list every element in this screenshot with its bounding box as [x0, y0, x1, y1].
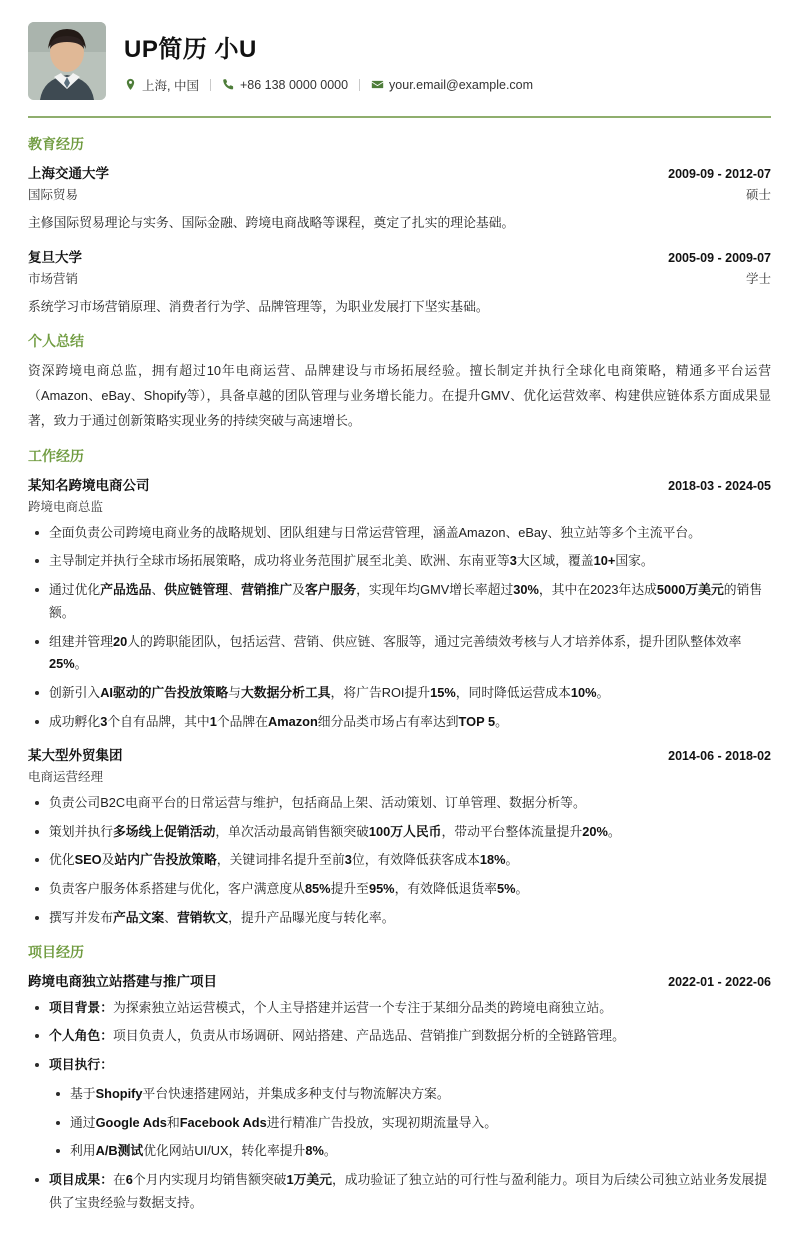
bullet-item: 项目成果：在6个月内实现月均销售额突破1万美元，成功验证了独立站的可行性与盈利能力。项目为后续公司独立站业务发展提供了宝贵经验与数据支持。: [28, 1169, 771, 1215]
bullet-item: 创新引入AI驱动的广告投放策略与大数据分析工具，将广告ROI提升15%，同时降低运营成本10%。: [28, 682, 771, 705]
bullet-item: 负责客户服务体系搭建与优化，客户满意度从85%提升至95%，有效降低退货率5%。: [28, 878, 771, 901]
education-date: 2005-09 - 2009-07: [668, 251, 771, 266]
header-divider: [28, 116, 771, 118]
section-education: [28, 134, 771, 319]
education-school: 复旦大学: [28, 250, 82, 266]
work-role: 电商运营经理: [28, 769, 104, 784]
project-name: 跨境电商独立站搭建与推广项目: [28, 973, 217, 989]
contact-location: [124, 76, 199, 94]
sub-bullet-item: 利用A/B测试优化网站UI/UX，转化率提升8%。: [49, 1140, 771, 1163]
work-entry: [28, 744, 771, 930]
bullet-item: 负责公司B2C电商平台的日常运营与维护，包括商品上架、活动策划、订单管理、数据分析等。: [28, 792, 771, 815]
education-date: 2009-09 - 2012-07: [668, 167, 771, 181]
contact-divider: [210, 79, 211, 91]
section-summary: [28, 331, 771, 434]
work-role: 跨境电商总监: [28, 499, 104, 514]
section-title-education: 教育经历: [28, 136, 84, 152]
header-text-block: [124, 29, 771, 94]
resume-header: [28, 22, 771, 116]
contact-location-text: 上海, 中国: [142, 78, 199, 93]
project-date: 2022-01 - 2022-06: [668, 974, 771, 989]
work-company: 某知名跨境电商公司: [28, 477, 150, 493]
section-work: [28, 446, 771, 930]
work-date: 2018-03 - 2024-05: [668, 478, 771, 493]
section-title-projects: 项目经历: [28, 943, 84, 960]
summary-text: 资深跨境电商总监，拥有超过10年电商运营、品牌建设与市场拓展经验。擅长制定并执行全球化电商策略，精通多平台运营（Amazon、eBay、Shopify等），具备卓越的团队管理与业务增长能力。在提升GMV、优化运营效率、构建供应链体系方面成果显著，致力于通过创新策略实现业务的持续突破与高速增长。: [28, 362, 771, 428]
work-bullets: [28, 522, 771, 734]
contact-divider: [359, 79, 360, 91]
section-title-summary: 个人总结: [28, 332, 84, 349]
education-school: 上海交通大学: [28, 166, 109, 181]
education-desc: 主修国际贸易理论与实务、国际金融、跨境电商战略等课程，奠定了扎实的理论基础。: [28, 215, 515, 230]
bullet-item: 个人角色：项目负责人，负责从市场调研、网站搭建、产品选品、营销推广到数据分析的全链路管理。: [28, 1025, 771, 1048]
email-icon: [371, 78, 384, 91]
education-desc: 系统学习市场营销原理、消费者行为学、品牌管理等，为职业发展打下坚实基础。: [28, 299, 489, 315]
contact-phone-text: +86 138 0000 0000: [239, 77, 349, 92]
bullet-item: 组建并管理20人的跨职能团队，包括运营、营销、供应链、客服等，通过完善绩效考核与人才培养体系，提升团队整体效率25%。: [28, 631, 771, 677]
contact-phone: [222, 78, 348, 92]
location-icon: [124, 78, 137, 91]
sub-bullet-item: 基于Shopify平台快速搭建网站，并集成多种支付与物流解决方案。: [49, 1083, 771, 1106]
avatar: [28, 22, 106, 100]
contact-email-text: your.email@example.com: [389, 77, 534, 92]
sub-bullets: [49, 1083, 771, 1163]
work-company: 某大型外贸集团: [28, 747, 123, 763]
contact-row: [124, 76, 771, 94]
education-major: 市场营销: [28, 272, 79, 287]
bullet-item: 撰写并发布产品文案、营销软文，提升产品曝光度与转化率。: [28, 907, 771, 930]
bullet-item: 主导制定并执行全球市场拓展策略，成功将业务范围扩展至北美、欧洲、东南亚等3大区域，覆盖10+国家。: [28, 550, 771, 573]
education-entry: [28, 246, 771, 318]
project-bullets: [28, 997, 771, 1215]
bullet-item: 通过优化产品选品、供应链管理、营销推广及客户服务，实现年均GMV增长率超过30%，其中在2023年达成5000万美元的销售额。: [28, 579, 771, 625]
bullet-item: 优化SEO及站内广告投放策略，关键词排名提升至前3位，有效降低获客成本18%。: [28, 849, 771, 872]
education-degree: 学士: [745, 272, 771, 287]
education-major: 国际贸易: [28, 188, 79, 202]
page-title: UP简历 小U: [124, 35, 257, 63]
work-entry: [28, 474, 771, 734]
bullet-item: 项目执行： 基于Shopify平台快速搭建网站，并集成多种支付与物流解决方案。 通过Google Ads和Facebook Ads进行精准广告投放，实现初期流量导入。 利用A/B测试优化网站UI/UX，转化率提升8%。: [28, 1054, 771, 1163]
work-date: 2014-06 - 2018-02: [668, 748, 771, 763]
education-entry: [28, 162, 771, 234]
phone-icon: [222, 78, 235, 91]
work-bullets: [28, 792, 771, 930]
bullet-item: 策划并执行多场线上促销活动，单次活动最高销售额突破100万人民币，带动平台整体流量提升20%。: [28, 821, 771, 844]
sub-bullet-item: 通过Google Ads和Facebook Ads进行精准广告投放，实现初期流量导入。: [49, 1112, 771, 1135]
project-entry: [28, 970, 771, 1215]
section-projects: [28, 942, 771, 1215]
bullet-item: 项目背景：为探索独立站运营模式，个人主导搭建并运营一个专注于某细分品类的跨境电商独立站。: [28, 997, 771, 1020]
section-title-work: 工作经历: [28, 447, 84, 464]
contact-email: [371, 78, 533, 92]
education-degree: 硕士: [745, 188, 771, 202]
bullet-item: 全面负责公司跨境电商业务的战略规划、团队组建与日常运营管理，涵盖Amazon、eBay、独立站等多个主流平台。: [28, 522, 771, 545]
bullet-item: 成功孵化3个自有品牌，其中1个品牌在Amazon细分品类市场占有率达到TOP 5。: [28, 711, 771, 734]
